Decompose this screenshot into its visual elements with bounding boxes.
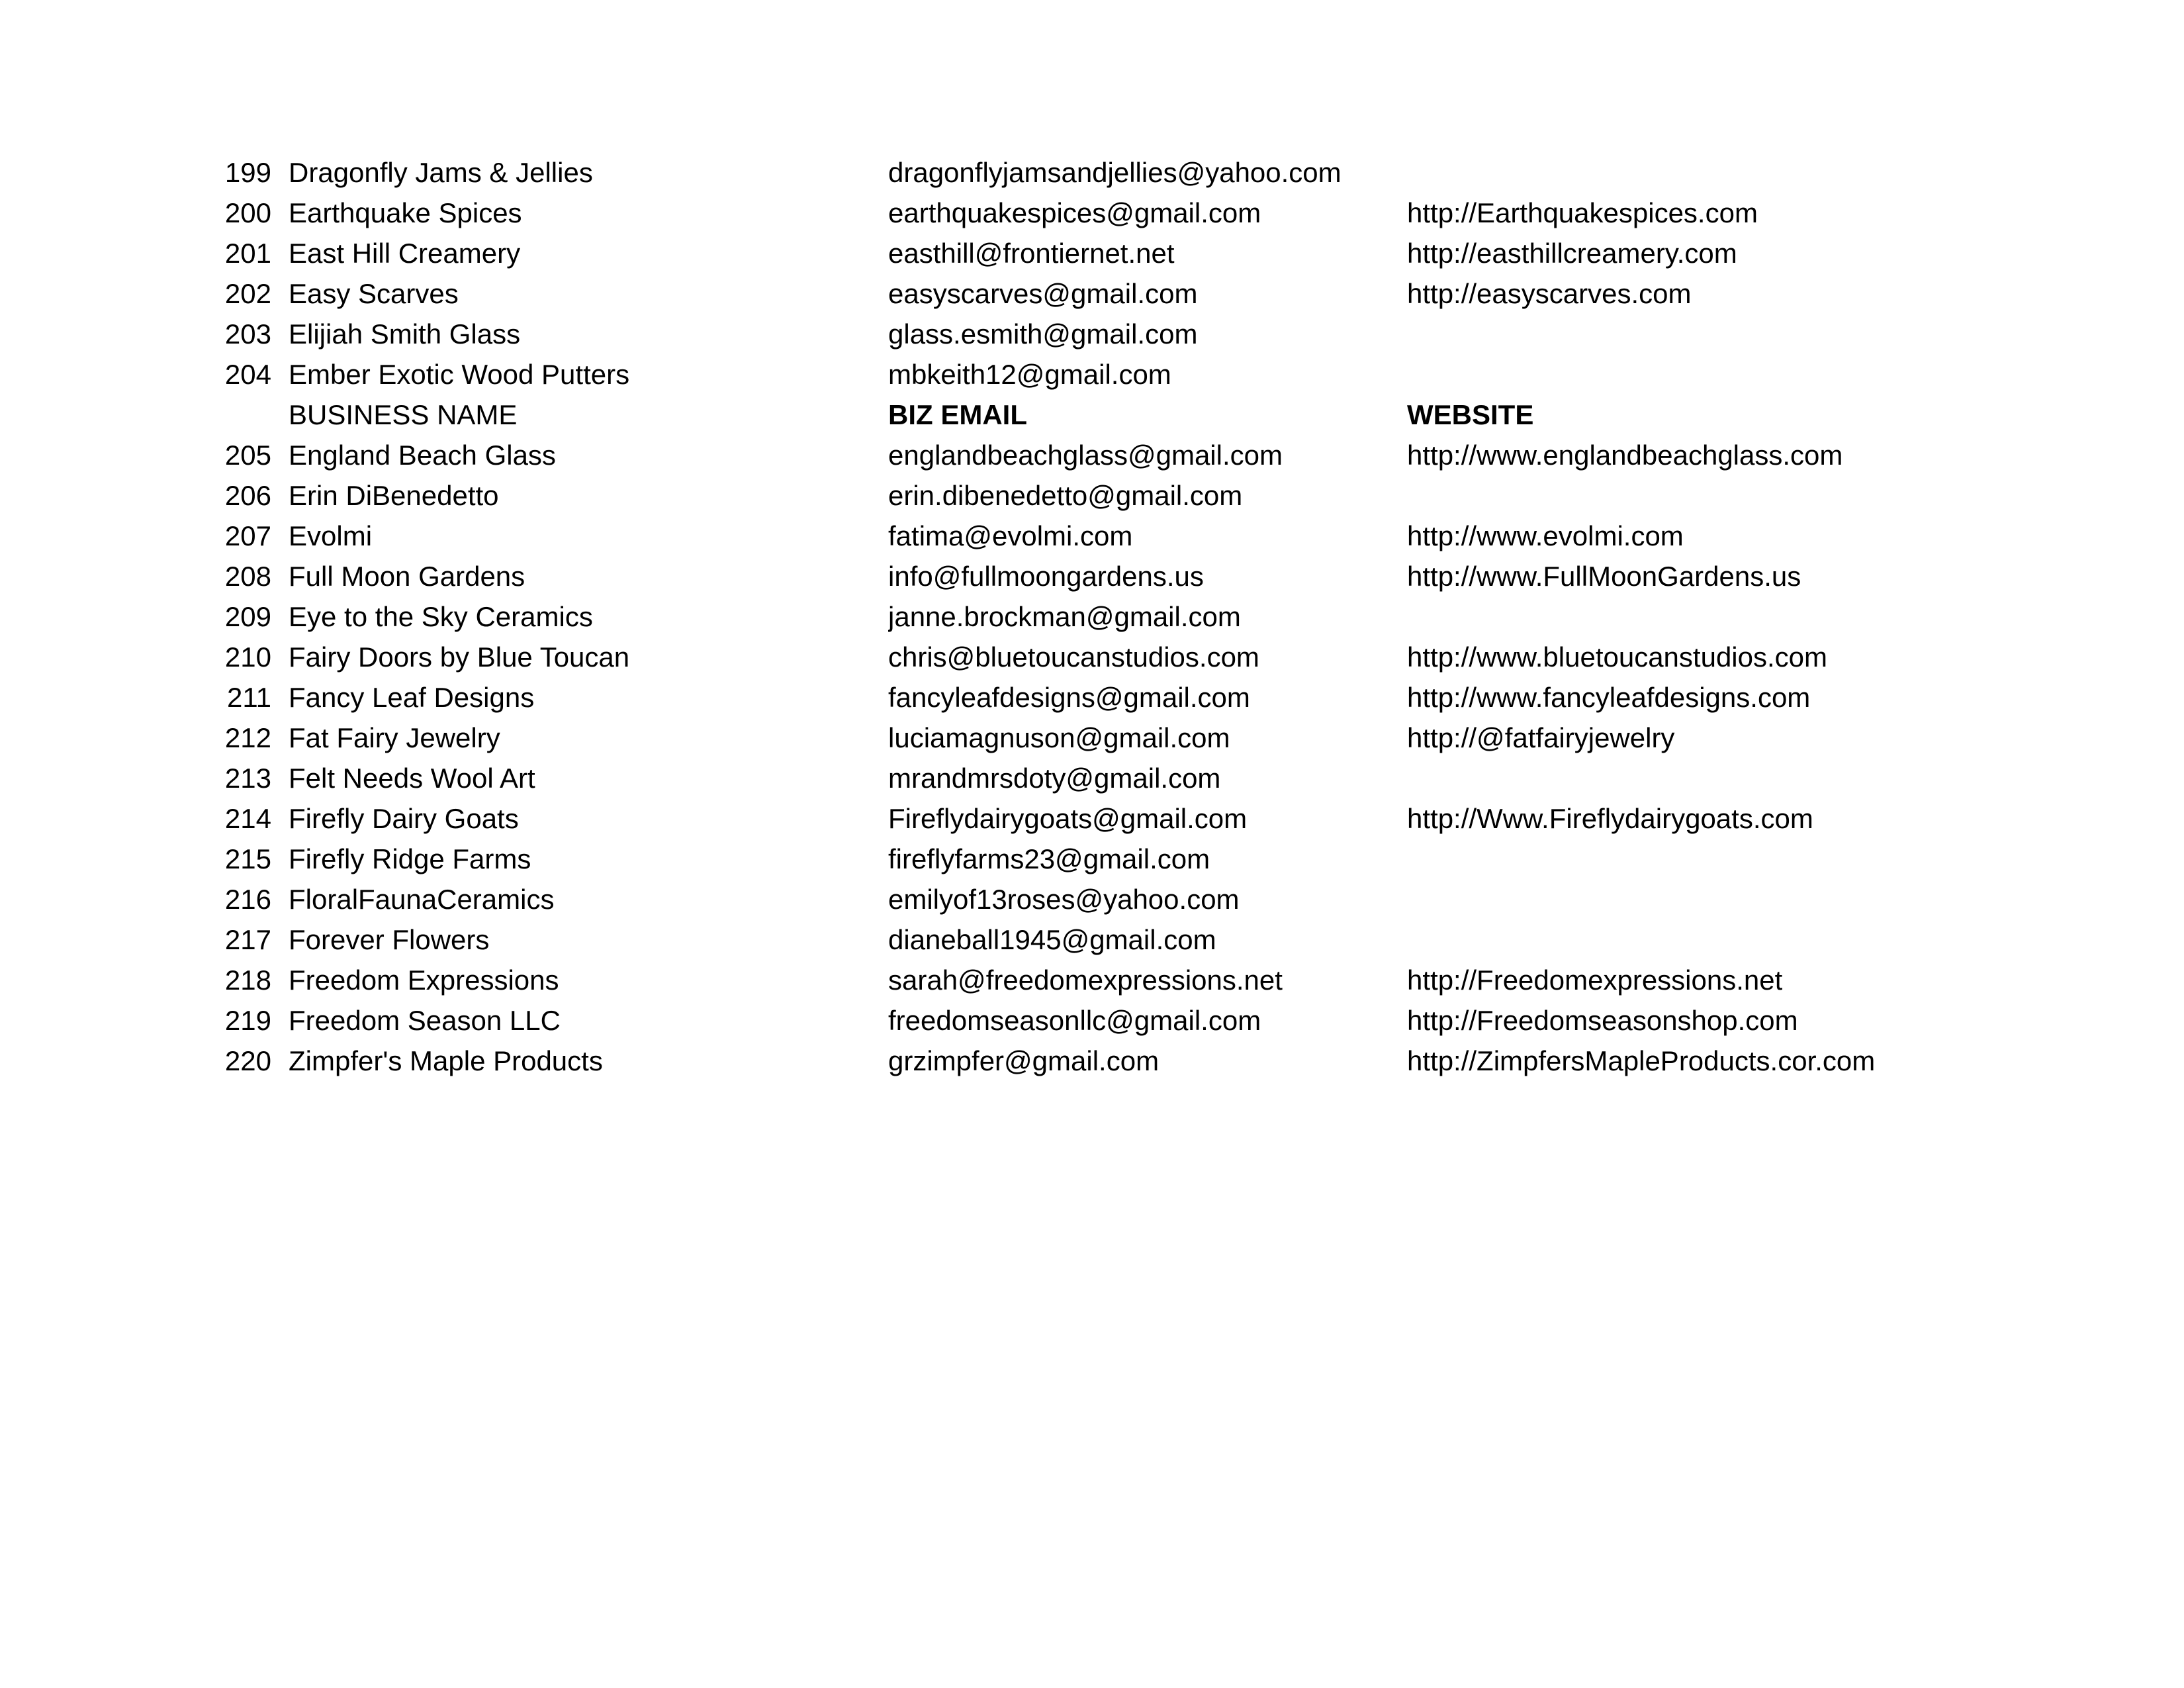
- business-website: [1407, 596, 1936, 637]
- row-number: 220: [224, 1045, 271, 1076]
- column-header-business-name: BUSINESS NAME: [289, 399, 518, 430]
- table-row: [218, 1000, 1939, 1041]
- business-name: Freedom Expressions: [289, 964, 559, 996]
- business-name: Fairy Doors by Blue Toucan: [289, 641, 630, 673]
- business-website: [1407, 475, 1936, 516]
- business-website: [1407, 919, 1936, 960]
- business-email: fatima@evolmi.com: [888, 520, 1133, 551]
- business-website: http://www.evolmi.com: [1407, 520, 1684, 551]
- business-email: luciamagnuson@gmail.com: [888, 722, 1230, 753]
- business-name: Felt Needs Wool Art: [289, 763, 535, 794]
- row-number: 210: [224, 641, 271, 673]
- business-email: Fireflydairygoats@gmail.com: [888, 803, 1248, 834]
- business-name: Elijiah Smith Glass: [289, 318, 521, 350]
- business-email: earthquakespices@gmail.com: [888, 197, 1261, 228]
- business-website: http://www.fancyleafdesigns.com: [1407, 682, 1811, 713]
- business-email: englandbeachglass@gmail.com: [888, 440, 1283, 471]
- row-number: 211: [227, 682, 271, 713]
- table-row: [218, 758, 1939, 798]
- table-row: [218, 516, 1939, 556]
- business-name: Full Moon Gardens: [289, 561, 525, 592]
- row-number: 200: [224, 197, 271, 228]
- business-email: freedomseasonllc@gmail.com: [888, 1005, 1261, 1036]
- row-number: 218: [224, 964, 271, 996]
- table-row: [218, 556, 1939, 596]
- business-name: Freedom Season LLC: [289, 1005, 561, 1036]
- row-number: 212: [224, 722, 271, 753]
- business-list: [218, 152, 1939, 1081]
- business-email: grzimpfer@gmail.com: [888, 1045, 1160, 1076]
- table-row: [218, 354, 1939, 395]
- business-website: http://Freedomexpressions.net: [1407, 964, 1783, 996]
- business-email: emilyof13roses@yahoo.com: [888, 884, 1240, 915]
- business-website: http://@fatfairyjewelry: [1407, 722, 1675, 753]
- business-website: http://www.FullMoonGardens.us: [1407, 561, 1801, 592]
- business-website: http://ZimpfersMapleProducts.cor.com: [1407, 1045, 1876, 1076]
- business-name: Firefly Ridge Farms: [289, 843, 531, 874]
- business-website: http://easyscarves.com: [1407, 278, 1692, 309]
- business-website: [1407, 314, 1936, 354]
- row-number: 203: [224, 318, 271, 350]
- column-header-biz-email: BIZ EMAIL: [888, 399, 1027, 430]
- table-row: [218, 435, 1939, 475]
- business-name: Ember Exotic Wood Putters: [289, 359, 630, 390]
- row-number: 208: [224, 561, 271, 592]
- table-row: [218, 475, 1939, 516]
- business-name: Eye to the Sky Ceramics: [289, 601, 593, 632]
- row-number: 202: [224, 278, 271, 309]
- row-number: 214: [224, 803, 271, 834]
- business-email: dragonflyjamsandjellies@yahoo.com: [888, 157, 1342, 188]
- business-website: [1407, 354, 1936, 395]
- table-row: [218, 273, 1939, 314]
- row-number: 213: [224, 763, 271, 794]
- business-website: [1407, 879, 1936, 919]
- business-website: [1407, 758, 1936, 798]
- table-row: [218, 839, 1939, 879]
- row-number: 206: [224, 480, 271, 511]
- business-name: Firefly Dairy Goats: [289, 803, 519, 834]
- business-name: England Beach Glass: [289, 440, 556, 471]
- table-row: [218, 960, 1939, 1000]
- business-website: http://Www.Fireflydairygoats.com: [1407, 803, 1813, 834]
- business-name: Erin DiBenedetto: [289, 480, 499, 511]
- business-email: erin.dibenedetto@gmail.com: [888, 480, 1243, 511]
- table-row: [218, 314, 1939, 354]
- business-website: http://easthillcreamery.com: [1407, 238, 1737, 269]
- business-email: easyscarves@gmail.com: [888, 278, 1198, 309]
- business-name: Zimpfer's Maple Products: [289, 1045, 603, 1076]
- business-name: Dragonfly Jams & Jellies: [289, 157, 593, 188]
- column-header-website: WEBSITE: [1407, 399, 1534, 430]
- business-email: dianeball1945@gmail.com: [888, 924, 1216, 955]
- business-name: Forever Flowers: [289, 924, 490, 955]
- business-website: http://Earthquakespices.com: [1407, 197, 1758, 228]
- row-number: 209: [224, 601, 271, 632]
- business-website: [1407, 152, 1936, 193]
- business-email: chris@bluetoucanstudios.com: [888, 641, 1259, 673]
- table-row: [218, 152, 1939, 193]
- table-row: [218, 1041, 1939, 1081]
- business-email: fireflyfarms23@gmail.com: [888, 843, 1210, 874]
- table-row: [218, 193, 1939, 233]
- business-email: mrandmrsdoty@gmail.com: [888, 763, 1221, 794]
- table-row: [218, 798, 1939, 839]
- table-row: [218, 596, 1939, 637]
- row-number: 207: [224, 520, 271, 551]
- row-number: 216: [224, 884, 271, 915]
- row-number: 215: [224, 843, 271, 874]
- business-email: easthill@frontiernet.net: [888, 238, 1175, 269]
- business-name: FloralFaunaCeramics: [289, 884, 555, 915]
- row-number: 219: [224, 1005, 271, 1036]
- table-row: [218, 919, 1939, 960]
- table-header-row: [218, 395, 1939, 435]
- row-number: 201: [224, 238, 271, 269]
- table-row: [218, 677, 1939, 718]
- table-row: [218, 233, 1939, 273]
- business-email: janne.brockman@gmail.com: [888, 601, 1241, 632]
- row-number: 217: [224, 924, 271, 955]
- row-number: 205: [224, 440, 271, 471]
- business-email: info@fullmoongardens.us: [888, 561, 1204, 592]
- business-email: glass.esmith@gmail.com: [888, 318, 1198, 350]
- business-email: mbkeith12@gmail.com: [888, 359, 1171, 390]
- business-name: Fancy Leaf Designs: [289, 682, 535, 713]
- business-name: East Hill Creamery: [289, 238, 521, 269]
- business-name: Fat Fairy Jewelry: [289, 722, 500, 753]
- business-website: http://Freedomseasonshop.com: [1407, 1005, 1798, 1036]
- business-website: http://www.englandbeachglass.com: [1407, 440, 1843, 471]
- row-number: 204: [224, 359, 271, 390]
- business-website: http://www.bluetoucanstudios.com: [1407, 641, 1828, 673]
- business-email: sarah@freedomexpressions.net: [888, 964, 1283, 996]
- table-row: [218, 718, 1939, 758]
- table-row: [218, 637, 1939, 677]
- business-name: Easy Scarves: [289, 278, 459, 309]
- table-row: [218, 879, 1939, 919]
- business-website: [1407, 839, 1936, 879]
- business-name: Earthquake Spices: [289, 197, 522, 228]
- business-name: Evolmi: [289, 520, 373, 551]
- row-number: 199: [224, 157, 271, 188]
- business-email: fancyleafdesigns@gmail.com: [888, 682, 1250, 713]
